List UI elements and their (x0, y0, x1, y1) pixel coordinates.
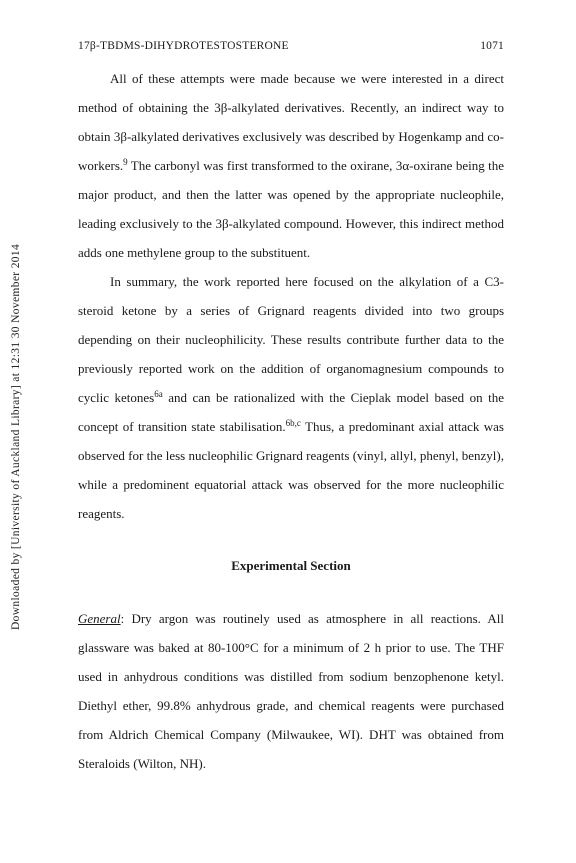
citation-superscript: 6a (154, 389, 163, 399)
citation-superscript: 6b,c (285, 418, 301, 428)
citation-superscript: 9 (123, 157, 128, 167)
paragraph-text: and can be rationalized with the Cieplak model based on the concept of transition state stabilisation. (78, 390, 505, 434)
page-number: 1071 (480, 40, 504, 52)
paragraph-text: Dry argon was routinely used as atmosphere in all reactions. All glassware was baked at 80-100°C for a minimum of 2 h prior to use. The THF used in anhydrous conditions was distilled from sodium benzophenone ketyl. Diethyl ether, 99.8% anhydrous grade, and chemical reagents were purchased from Aldrich Chemical Company (Milwaukee, WI). DHT was obtained from Steraloids (Wilton, NH). (78, 611, 504, 771)
paragraph-direct-method (78, 64, 504, 267)
download-stamp (8, 222, 24, 630)
paragraph-summary (78, 267, 504, 528)
running-head-title: 17β-TBDMS-DIHYDROTESTOSTERONE (78, 40, 289, 52)
download-stamp-text: Downloaded by [University of Auckland Library] at 12:31 30 November 2014 (10, 243, 22, 630)
run-in-heading: General (78, 611, 121, 626)
paragraph-text: Thus, a predominant axial attack was observed for the less nucleophilic Grignard reagents (vinyl, allyl, phenyl, benzyl), while a predominent equatorial attack was observed for the more nucleophilic reagents. (78, 419, 504, 521)
paragraph-general (78, 604, 504, 778)
paragraph-text: In summary, the work reported here focused on the alkylation of a C3-steroid ketone by a series of Grignard reagents divided into two groups depending on their nucleophilicity. These results contribute further data to the previously reported work on the addition of organomagnesium compounds to cyclic ketones (78, 274, 504, 405)
paragraph-text: The carbonyl was first transformed to the oxirane, 3α-oxirane being the major product, and then the latter was opened by the appropriate nucleophile, leading exclusively to the 3β-alkylated compound. However, this indirect method adds one methylene group to the substituent. (78, 158, 504, 260)
paragraph-text: All of these attempts were made because we were interested in a direct method of obtaining the 3β-alkylated derivatives. Recently, an indirect way to obtain 3β-alkylated derivatives exclusively was described by Hogenkamp and co-workers. (78, 71, 504, 173)
running-head (78, 40, 504, 56)
body-text (78, 64, 504, 778)
run-in-colon: : (120, 611, 125, 626)
section-heading: Experimental Section (231, 558, 351, 573)
